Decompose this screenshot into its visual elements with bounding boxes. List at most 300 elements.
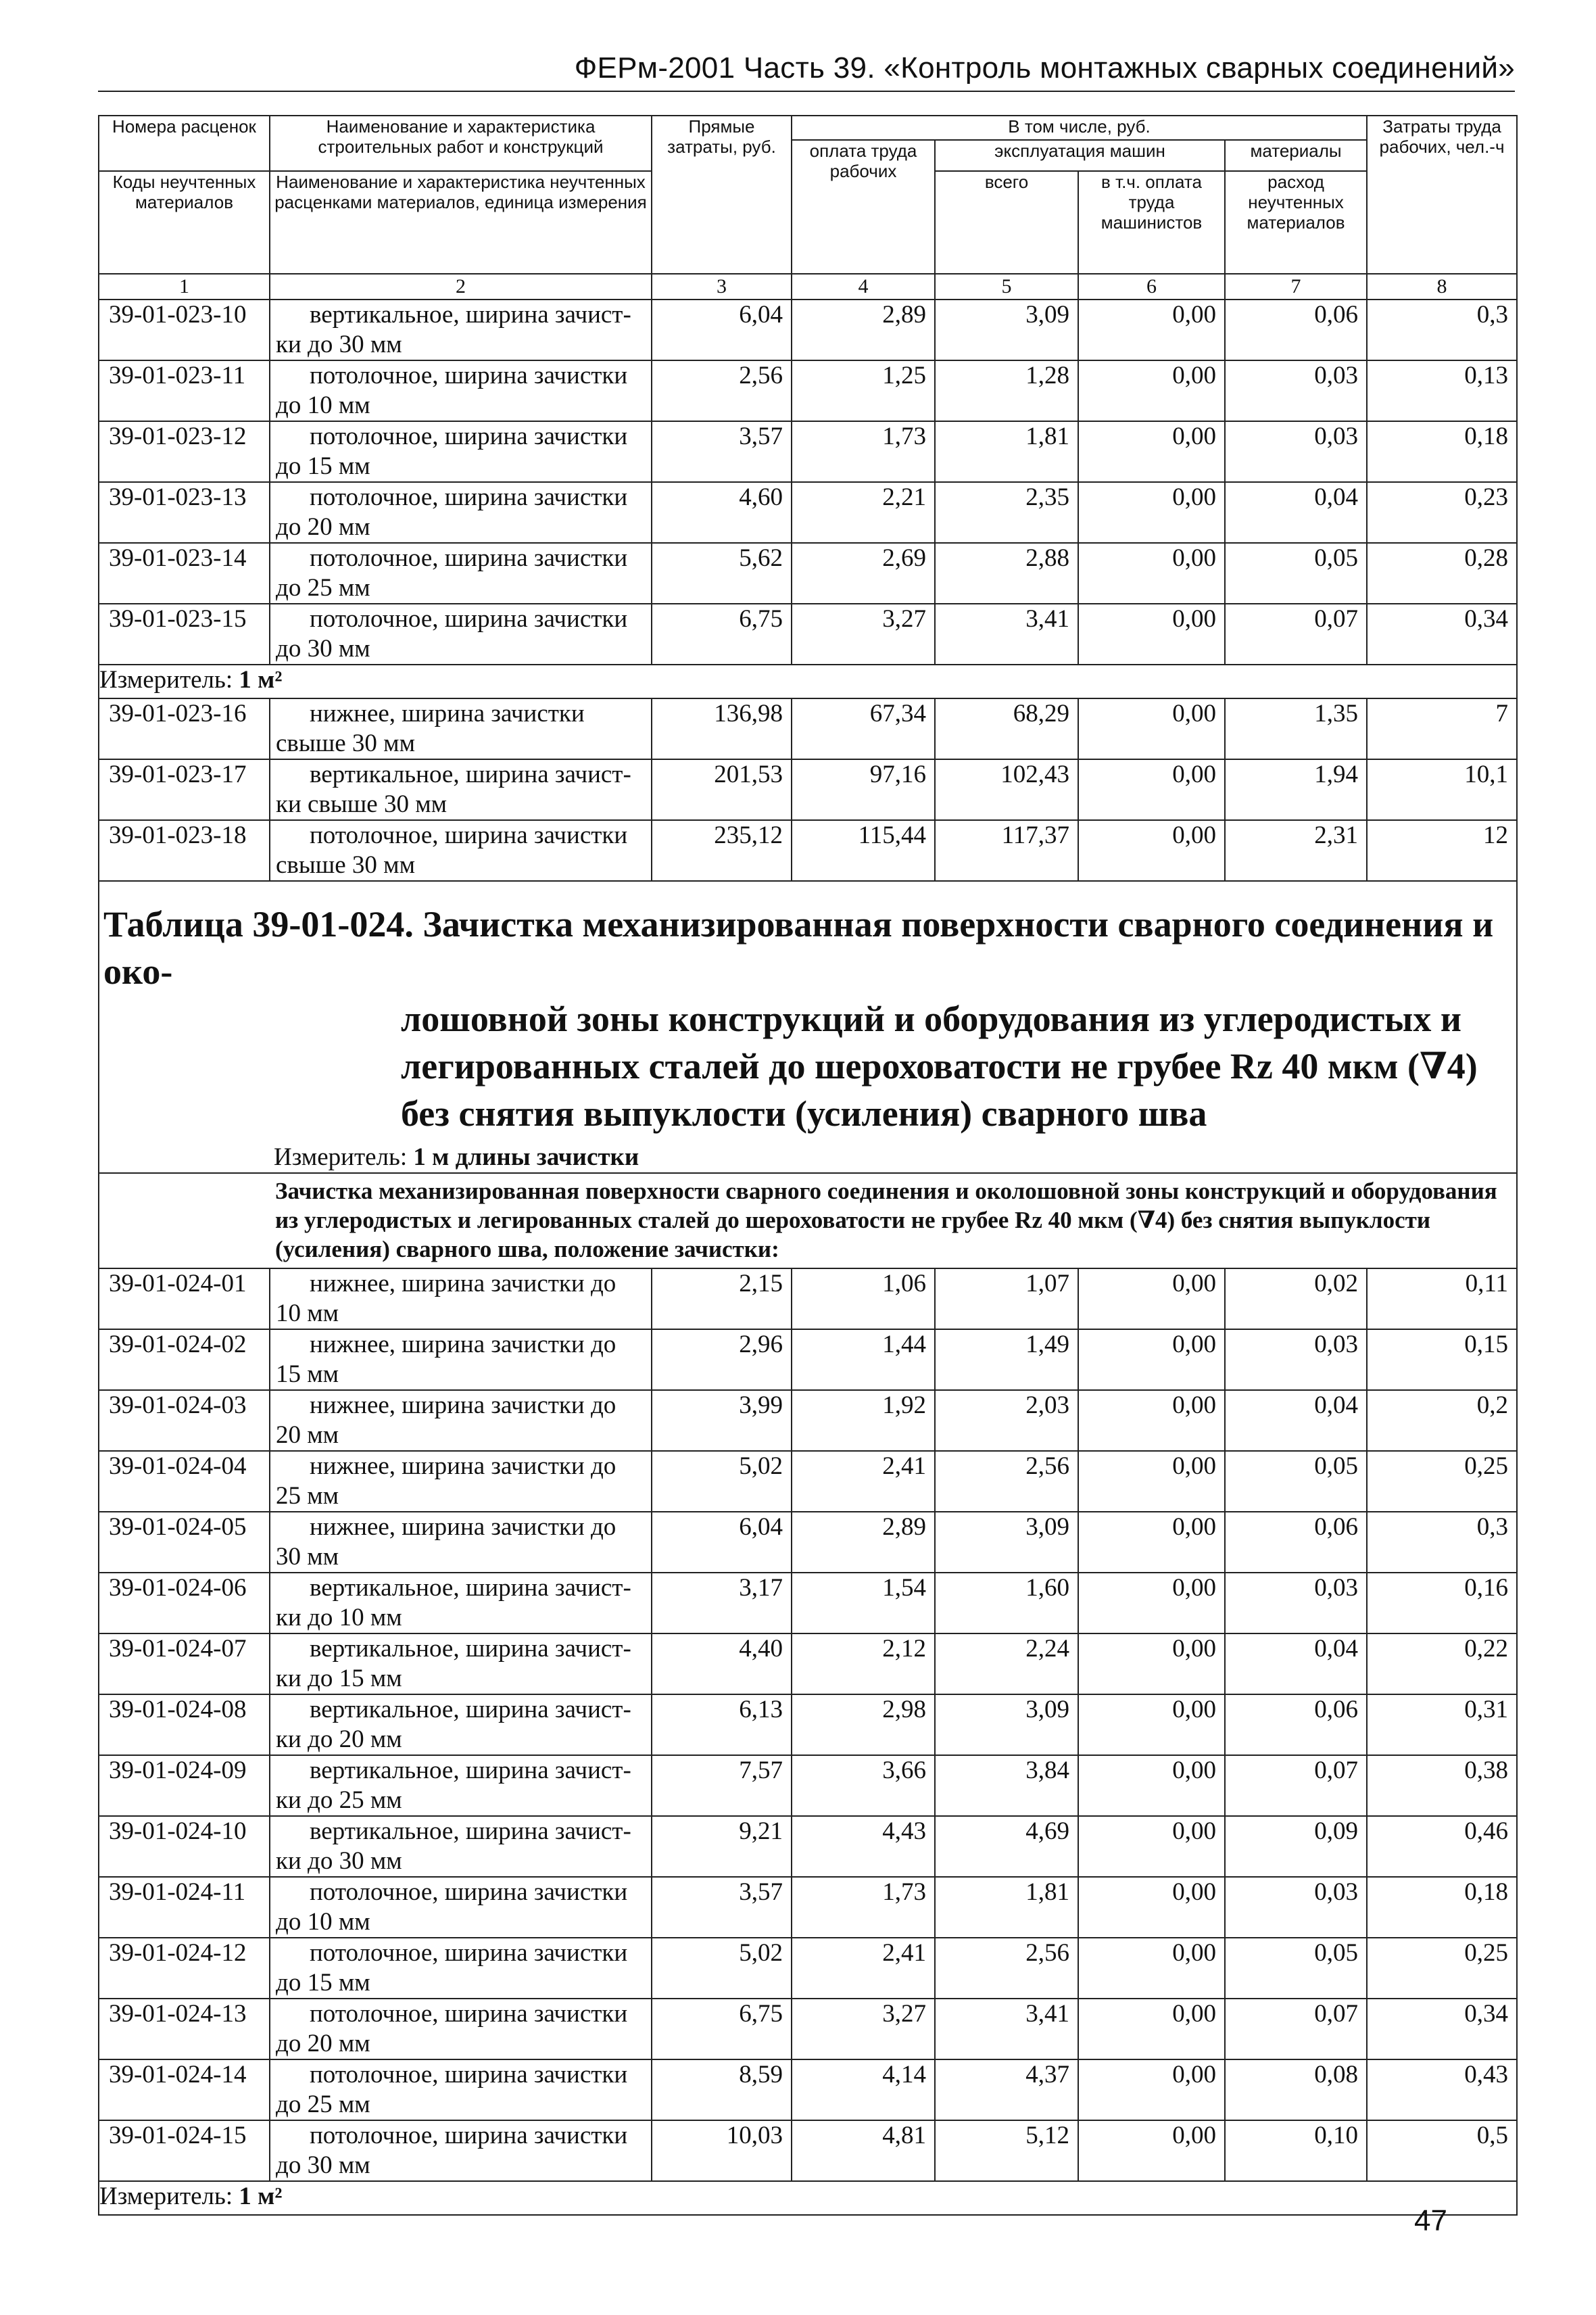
machine-cost: 4,69 — [935, 1816, 1078, 1877]
table-row — [99, 1694, 1517, 1755]
work-description — [270, 1999, 652, 2059]
work-description-line1: потолочное, ширина зачистки — [310, 1939, 628, 1967]
table-row — [99, 759, 1517, 820]
work-description — [270, 759, 652, 820]
machinist-wages: 0,00 — [1078, 543, 1225, 604]
worker-wages: 2,89 — [792, 300, 935, 360]
work-description-line2: 10 мм — [276, 1299, 339, 1327]
worker-wages: 1,44 — [792, 1329, 935, 1390]
materials-cost: 0,02 — [1225, 1268, 1367, 1329]
direct-cost: 5,02 — [652, 1938, 792, 1999]
work-description — [270, 1329, 652, 1390]
worker-wages: 2,21 — [792, 482, 935, 543]
machinist-wages: 0,00 — [1078, 1512, 1225, 1573]
materials-cost: 0,04 — [1225, 1633, 1367, 1694]
materials-cost: 0,03 — [1225, 1877, 1367, 1938]
table-row — [99, 1268, 1517, 1329]
machinist-wages: 0,00 — [1078, 1694, 1225, 1755]
table-024-title — [99, 882, 1516, 1143]
direct-cost: 2,96 — [652, 1329, 792, 1390]
work-description-line1: нижнее, ширина зачистки до — [310, 1331, 616, 1358]
table-row — [99, 2120, 1517, 2181]
machinist-wages: 0,00 — [1078, 1999, 1225, 2059]
work-description — [270, 1451, 652, 1512]
work-description — [270, 1938, 652, 1999]
work-description-line1: потолочное, ширина зачистки — [310, 605, 628, 633]
work-description-line2: до 30 мм — [276, 635, 370, 663]
worker-wages: 1,25 — [792, 360, 935, 421]
work-description-line2: ки свыше 30 мм — [276, 790, 448, 818]
direct-cost: 7,57 — [652, 1755, 792, 1816]
work-description-line1: потолочное, ширина зачистки — [310, 1878, 628, 1906]
header-rule — [98, 91, 1515, 92]
table-row — [99, 1573, 1517, 1633]
machinist-wages: 0,00 — [1078, 1573, 1225, 1633]
rate-code: 39-01-023-11 — [99, 360, 270, 421]
machine-cost: 2,56 — [935, 1451, 1078, 1512]
machinist-wages: 0,00 — [1078, 1268, 1225, 1329]
direct-cost: 5,02 — [652, 1451, 792, 1512]
labor-hours: 0,2 — [1367, 1390, 1517, 1451]
direct-cost: 6,13 — [652, 1694, 792, 1755]
worker-wages: 1,73 — [792, 1877, 935, 1938]
meter-value: 1 м² — [239, 666, 283, 694]
header-direct: Прямые затраты, руб. — [652, 116, 792, 274]
worker-wages: 1,54 — [792, 1573, 935, 1633]
work-description-line1: потолочное, ширина зачистки — [310, 544, 628, 572]
header-machines-total: всего — [935, 171, 1078, 274]
machinist-wages: 0,00 — [1078, 698, 1225, 759]
work-description-line2: ки до 10 мм — [276, 1604, 402, 1631]
materials-cost: 0,04 — [1225, 1390, 1367, 1451]
machine-cost: 3,41 — [935, 604, 1078, 665]
machine-cost: 1,28 — [935, 360, 1078, 421]
work-description-line2: до 10 мм — [276, 1908, 370, 1936]
work-description — [270, 1268, 652, 1329]
rate-code: 39-01-024-13 — [99, 1999, 270, 2059]
materials-cost: 0,03 — [1225, 360, 1367, 421]
table-row — [99, 1999, 1517, 2059]
rate-code: 39-01-024-06 — [99, 1573, 270, 1633]
direct-cost: 2,56 — [652, 360, 792, 421]
worker-wages: 4,43 — [792, 1816, 935, 1877]
materials-cost: 1,35 — [1225, 698, 1367, 759]
machine-cost: 2,24 — [935, 1633, 1078, 1694]
direct-cost: 235,12 — [652, 820, 792, 881]
direct-cost: 6,75 — [652, 604, 792, 665]
rate-code: 39-01-023-17 — [99, 759, 270, 820]
column-number: 7 — [1225, 274, 1367, 300]
direct-cost: 10,03 — [652, 2120, 792, 2181]
machinist-wages: 0,00 — [1078, 1451, 1225, 1512]
machine-cost: 1,49 — [935, 1329, 1078, 1390]
work-description — [270, 820, 652, 881]
worker-wages: 2,41 — [792, 1938, 935, 1999]
header-wages: оплата труда рабочих — [792, 140, 935, 274]
table-024-intro: Зачистка механизированная поверхности сварного соединения и околошовной зоны конструкций и оборудования из углеродистых и легированных сталей до шероховатости не грубее Rz 40 мкм (∇4) без снятия выпуклости (усиления) сварного шва, положение зачистки: — [275, 1178, 1497, 1262]
labor-hours: 0,3 — [1367, 1512, 1517, 1573]
work-description-line1: вертикальное, ширина зачист- — [310, 1696, 631, 1723]
materials-cost: 0,07 — [1225, 1999, 1367, 2059]
column-number: 1 — [99, 274, 270, 300]
machine-cost: 2,03 — [935, 1390, 1078, 1451]
work-description-line2: до 25 мм — [276, 2091, 370, 2118]
header-labor: Затраты труда рабочих, чел.-ч — [1367, 116, 1517, 274]
table-row — [99, 1938, 1517, 1999]
table-row — [99, 1329, 1517, 1390]
final-meter-value: 1 м² — [239, 2182, 283, 2210]
labor-hours: 0,18 — [1367, 421, 1517, 482]
materials-cost: 0,03 — [1225, 421, 1367, 482]
work-description-line2: ки до 25 мм — [276, 1786, 402, 1814]
direct-cost: 3,57 — [652, 421, 792, 482]
labor-hours: 10,1 — [1367, 759, 1517, 820]
materials-cost: 0,03 — [1225, 1329, 1367, 1390]
work-description — [270, 1877, 652, 1938]
machine-cost: 102,43 — [935, 759, 1078, 820]
header-name-bottom: Наименование и характеристика неучтенных расценками материалов, единица измерения — [270, 171, 652, 274]
direct-cost: 8,59 — [652, 2059, 792, 2120]
machinist-wages: 0,00 — [1078, 1329, 1225, 1390]
work-description — [270, 698, 652, 759]
work-description — [270, 482, 652, 543]
machine-cost: 117,37 — [935, 820, 1078, 881]
labor-hours: 0,13 — [1367, 360, 1517, 421]
direct-cost: 6,75 — [652, 1999, 792, 2059]
table-row — [99, 698, 1517, 759]
work-description-line1: потолочное, ширина зачистки — [310, 2122, 628, 2149]
materials-cost: 0,08 — [1225, 2059, 1367, 2120]
machine-cost: 1,81 — [935, 1877, 1078, 1938]
rows-table-024 — [99, 1268, 1517, 2181]
labor-hours: 0,5 — [1367, 2120, 1517, 2181]
table-row — [99, 1390, 1517, 1451]
direct-cost: 6,04 — [652, 1512, 792, 1573]
table-row — [99, 1633, 1517, 1694]
rate-code: 39-01-024-12 — [99, 1938, 270, 1999]
work-description — [270, 360, 652, 421]
materials-cost: 0,05 — [1225, 1451, 1367, 1512]
work-description-line2: до 10 мм — [276, 391, 370, 419]
work-description-line2: ки до 15 мм — [276, 1665, 402, 1692]
rate-code: 39-01-024-04 — [99, 1451, 270, 1512]
table-header — [99, 116, 1517, 274]
work-description — [270, 1633, 652, 1694]
work-description — [270, 543, 652, 604]
work-description-line1: вертикальное, ширина зачист- — [310, 1635, 631, 1663]
work-description-line2: ки до 30 мм — [276, 1847, 402, 1875]
table-row — [99, 482, 1517, 543]
materials-cost: 2,31 — [1225, 820, 1367, 881]
work-description-line1: потолочное, ширина зачистки — [310, 423, 628, 450]
work-description-line1: потолочное, ширина зачистки — [310, 821, 628, 849]
labor-hours: 0,3 — [1367, 300, 1517, 360]
machinist-wages: 0,00 — [1078, 2059, 1225, 2120]
work-description-line1: нижнее, ширина зачистки до — [310, 1452, 616, 1480]
work-description-line1: потолочное, ширина зачистки — [310, 362, 628, 389]
worker-wages: 4,14 — [792, 2059, 935, 2120]
rate-code: 39-01-024-10 — [99, 1816, 270, 1877]
machine-cost: 3,41 — [935, 1999, 1078, 2059]
materials-cost: 0,10 — [1225, 2120, 1367, 2181]
table-024-meter-value: 1 м длины зачистки — [413, 1143, 639, 1171]
header-name-top: Наименование и характеристика строительных работ и конструкций — [270, 116, 652, 171]
materials-cost: 0,03 — [1225, 1573, 1367, 1633]
work-description — [270, 2059, 652, 2120]
machinist-wages: 0,00 — [1078, 759, 1225, 820]
rate-code: 39-01-024-08 — [99, 1694, 270, 1755]
work-description-line2: ки до 30 мм — [276, 331, 402, 358]
work-description-line2: 15 мм — [276, 1360, 339, 1388]
direct-cost: 3,99 — [652, 1390, 792, 1451]
work-description-line1: нижнее, ширина зачистки до — [310, 1513, 616, 1541]
machinist-wages: 0,00 — [1078, 482, 1225, 543]
work-description-line1: вертикальное, ширина зачист- — [310, 761, 631, 788]
column-number: 2 — [270, 274, 652, 300]
work-description — [270, 1573, 652, 1633]
materials-cost: 0,07 — [1225, 1755, 1367, 1816]
machinist-wages: 0,00 — [1078, 2120, 1225, 2181]
table-row — [99, 1755, 1517, 1816]
rate-code: 39-01-024-14 — [99, 2059, 270, 2120]
work-description — [270, 1694, 652, 1755]
price-table — [98, 115, 1518, 2216]
labor-hours: 0,15 — [1367, 1329, 1517, 1390]
header-materials-use: расход неучтенных материалов — [1225, 171, 1367, 274]
labor-hours: 0,23 — [1367, 482, 1517, 543]
table-row — [99, 360, 1517, 421]
work-description-line2: до 30 мм — [276, 2151, 370, 2179]
materials-cost: 0,05 — [1225, 543, 1367, 604]
table-row — [99, 543, 1517, 604]
work-description — [270, 300, 652, 360]
table-row — [99, 421, 1517, 482]
header-machines-wages: в т.ч. оплата труда машинистов — [1078, 171, 1225, 274]
labor-hours: 0,22 — [1367, 1633, 1517, 1694]
work-description-line2: до 20 мм — [276, 2030, 370, 2057]
direct-cost: 136,98 — [652, 698, 792, 759]
worker-wages: 3,27 — [792, 1999, 935, 2059]
labor-hours: 0,34 — [1367, 1999, 1517, 2059]
header-code-top: Номера расценок — [99, 116, 270, 171]
table-row — [99, 2059, 1517, 2120]
direct-cost: 6,04 — [652, 300, 792, 360]
rate-code: 39-01-024-05 — [99, 1512, 270, 1573]
header-machines: эксплуатация машин — [935, 140, 1225, 171]
rate-code: 39-01-024-11 — [99, 1877, 270, 1938]
table-024-title-rest: лошовной зоны конструкций и оборудования из углеродистых и легированных сталей до шероховатости не грубее Rz 40 мкм (∇4) без снятия выпуклости (усиления) сварного шва — [401, 999, 1478, 1134]
worker-wages: 97,16 — [792, 759, 935, 820]
direct-cost: 3,17 — [652, 1573, 792, 1633]
work-description — [270, 604, 652, 665]
worker-wages: 2,69 — [792, 543, 935, 604]
work-description-line1: вертикальное, ширина зачист- — [310, 301, 631, 329]
work-description — [270, 1755, 652, 1816]
direct-cost: 9,21 — [652, 1816, 792, 1877]
rate-code: 39-01-023-16 — [99, 698, 270, 759]
rate-code: 39-01-024-02 — [99, 1329, 270, 1390]
materials-cost: 0,09 — [1225, 1816, 1367, 1877]
direct-cost: 4,40 — [652, 1633, 792, 1694]
page-number: 47 — [1414, 2204, 1447, 2237]
work-description-line1: потолочное, ширина зачистки — [310, 2000, 628, 2028]
worker-wages: 1,06 — [792, 1268, 935, 1329]
labor-hours: 0,31 — [1367, 1694, 1517, 1755]
machinist-wages: 0,00 — [1078, 1390, 1225, 1451]
materials-cost: 0,06 — [1225, 1694, 1367, 1755]
price-table-frame — [98, 115, 1516, 2216]
work-description-line1: нижнее, ширина зачистки до — [310, 1270, 616, 1297]
worker-wages: 3,27 — [792, 604, 935, 665]
labor-hours: 7 — [1367, 698, 1517, 759]
rate-code: 39-01-024-09 — [99, 1755, 270, 1816]
worker-wages: 2,98 — [792, 1694, 935, 1755]
labor-hours: 0,38 — [1367, 1755, 1517, 1816]
machine-cost: 1,81 — [935, 421, 1078, 482]
machinist-wages: 0,00 — [1078, 360, 1225, 421]
worker-wages: 2,89 — [792, 1512, 935, 1573]
machinist-wages: 0,00 — [1078, 820, 1225, 881]
machinist-wages: 0,00 — [1078, 1816, 1225, 1877]
rows-table-023-a — [99, 300, 1517, 665]
rate-code: 39-01-024-07 — [99, 1633, 270, 1694]
labor-hours: 0,25 — [1367, 1451, 1517, 1512]
work-description-line1: нижнее, ширина зачистки — [310, 700, 585, 727]
labor-hours: 0,34 — [1367, 604, 1517, 665]
machine-cost: 2,88 — [935, 543, 1078, 604]
worker-wages: 115,44 — [792, 820, 935, 881]
rate-code: 39-01-023-18 — [99, 820, 270, 881]
column-numbers-row — [99, 274, 1517, 300]
meter-label: Измеритель: — [99, 666, 233, 694]
table-024-title-block — [99, 881, 1517, 1268]
direct-cost: 2,15 — [652, 1268, 792, 1329]
page-header-title: ФЕРм-2001 Часть 39. «Контроль монтажных сварных соединений» — [574, 51, 1515, 85]
worker-wages: 3,66 — [792, 1755, 935, 1816]
table-024-meter-label: Измеритель: — [274, 1143, 408, 1171]
rate-code: 39-01-023-13 — [99, 482, 270, 543]
work-description — [270, 1390, 652, 1451]
table-row — [99, 820, 1517, 881]
work-description-line1: вертикальное, ширина зачист- — [310, 1574, 631, 1602]
machine-cost: 5,12 — [935, 2120, 1078, 2181]
work-description-line2: 30 мм — [276, 1543, 339, 1571]
work-description-line1: потолочное, ширина зачистки — [310, 483, 628, 511]
work-description-line1: потолочное, ширина зачистки — [310, 2061, 628, 2089]
work-description-line1: нижнее, ширина зачистки до — [310, 1391, 616, 1419]
header-materials: материалы — [1225, 140, 1367, 171]
machinist-wages: 0,00 — [1078, 1755, 1225, 1816]
table-024-title-line1: Таблица 39-01-024. Зачистка механизированная поверхности сварного соединения и око- — [103, 904, 1494, 992]
materials-cost: 0,06 — [1225, 1512, 1367, 1573]
machine-cost: 3,09 — [935, 300, 1078, 360]
machine-cost: 3,09 — [935, 1694, 1078, 1755]
table-024-meter — [98, 1143, 1516, 1174]
direct-cost: 3,57 — [652, 1877, 792, 1938]
materials-cost: 1,94 — [1225, 759, 1367, 820]
labor-hours: 0,11 — [1367, 1268, 1517, 1329]
table-row — [99, 300, 1517, 360]
table-row — [99, 604, 1517, 665]
rate-code: 39-01-024-01 — [99, 1268, 270, 1329]
column-number: 8 — [1367, 274, 1517, 300]
header-including: В том числе, руб. — [792, 116, 1367, 140]
machine-cost: 4,37 — [935, 2059, 1078, 2120]
machine-cost: 68,29 — [935, 698, 1078, 759]
machinist-wages: 0,00 — [1078, 1877, 1225, 1938]
header-code-bottom: Коды неучтенных материалов — [99, 171, 270, 274]
rate-code: 39-01-024-15 — [99, 2120, 270, 2181]
machine-cost: 1,07 — [935, 1268, 1078, 1329]
rate-code: 39-01-024-03 — [99, 1390, 270, 1451]
rows-table-023-b — [99, 698, 1517, 881]
worker-wages: 2,12 — [792, 1633, 935, 1694]
work-description — [270, 2120, 652, 2181]
machinist-wages: 0,00 — [1078, 300, 1225, 360]
work-description-line2: до 25 мм — [276, 574, 370, 602]
table-row — [99, 1451, 1517, 1512]
work-description — [270, 1816, 652, 1877]
work-description-line2: 25 мм — [276, 1482, 339, 1510]
work-description-line2: ки до 20 мм — [276, 1725, 402, 1753]
meter-row — [99, 665, 1517, 698]
worker-wages: 4,81 — [792, 2120, 935, 2181]
worker-wages: 67,34 — [792, 698, 935, 759]
column-number: 6 — [1078, 274, 1225, 300]
rate-code: 39-01-023-12 — [99, 421, 270, 482]
worker-wages: 2,41 — [792, 1451, 935, 1512]
labor-hours: 0,46 — [1367, 1816, 1517, 1877]
work-description-line2: до 15 мм — [276, 1969, 370, 1997]
column-number: 3 — [652, 274, 792, 300]
machine-cost: 2,56 — [935, 1938, 1078, 1999]
worker-wages: 1,73 — [792, 421, 935, 482]
work-description-line1: вертикальное, ширина зачист- — [310, 1817, 631, 1845]
materials-cost: 0,07 — [1225, 604, 1367, 665]
labor-hours: 0,28 — [1367, 543, 1517, 604]
work-description — [270, 421, 652, 482]
materials-cost: 0,06 — [1225, 300, 1367, 360]
rate-code: 39-01-023-10 — [99, 300, 270, 360]
column-number: 5 — [935, 274, 1078, 300]
machinist-wages: 0,00 — [1078, 1633, 1225, 1694]
machinist-wages: 0,00 — [1078, 1938, 1225, 1999]
materials-cost: 0,04 — [1225, 482, 1367, 543]
final-meter-row — [99, 2181, 1517, 2215]
machine-cost: 1,60 — [935, 1573, 1078, 1633]
column-number: 4 — [792, 274, 935, 300]
machine-cost: 2,35 — [935, 482, 1078, 543]
work-description — [270, 1512, 652, 1573]
table-row — [99, 1877, 1517, 1938]
labor-hours: 0,16 — [1367, 1573, 1517, 1633]
table-row — [99, 1816, 1517, 1877]
rate-code: 39-01-023-14 — [99, 543, 270, 604]
direct-cost: 5,62 — [652, 543, 792, 604]
direct-cost: 201,53 — [652, 759, 792, 820]
materials-cost: 0,05 — [1225, 1938, 1367, 1999]
labor-hours: 12 — [1367, 820, 1517, 881]
machine-cost: 3,84 — [935, 1755, 1078, 1816]
work-description-line2: до 20 мм — [276, 513, 370, 541]
labor-hours: 0,25 — [1367, 1938, 1517, 1999]
labor-hours: 0,43 — [1367, 2059, 1517, 2120]
work-description-line1: вертикальное, ширина зачист- — [310, 1757, 631, 1784]
machinist-wages: 0,00 — [1078, 421, 1225, 482]
machinist-wages: 0,00 — [1078, 604, 1225, 665]
direct-cost: 4,60 — [652, 482, 792, 543]
work-description-line2: свыше 30 мм — [276, 851, 415, 879]
